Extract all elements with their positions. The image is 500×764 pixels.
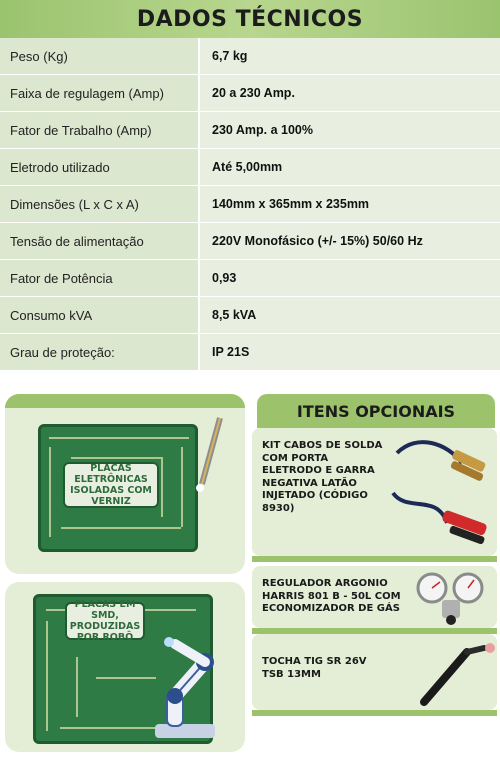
spec-label: Tensão de alimentação (0, 223, 200, 259)
spec-value: 0,93 (200, 260, 500, 296)
optional-item-regulator (252, 566, 497, 628)
optional-item-cables (252, 428, 497, 556)
spec-row (0, 75, 500, 112)
card-strip (5, 394, 245, 408)
optional-title: ITENS OPCIONAIS (296, 401, 456, 421)
spec-label: Peso (Kg) (0, 38, 200, 74)
welding-cables-icon (387, 433, 495, 553)
spec-table (0, 38, 500, 371)
spec-label: Faixa de regulagem (Amp) (0, 75, 200, 111)
feature-label: PLACAS EM SMD, PRODUZIDAS POR ROBÔ (65, 602, 145, 640)
spec-value: 20 a 230 Amp. (200, 75, 500, 111)
spec-row (0, 260, 500, 297)
spec-label: Fator de Trabalho (Amp) (0, 112, 200, 148)
robot-arm-icon (145, 632, 235, 742)
optional-title-bar (257, 394, 495, 428)
spec-label: Dimensões (L x C x A) (0, 186, 200, 222)
spec-value: 230 Amp. a 100% (200, 112, 500, 148)
optional-item-torch (252, 634, 497, 710)
spec-value: 6,7 kg (200, 38, 500, 74)
tig-torch-icon (412, 634, 497, 709)
spec-value: 8,5 kVA (200, 297, 500, 333)
spec-row (0, 149, 500, 186)
spec-row (0, 334, 500, 371)
spec-value: Até 5,00mm (200, 149, 500, 185)
gas-regulator-icon (412, 568, 494, 626)
title-bar (0, 0, 500, 38)
optional-item-text: REGULADOR ARGONIO HARRIS 801 B - 50L COM ECONOMIZADOR DE GÁS (262, 578, 401, 614)
spec-label: Eletrodo utilizado (0, 149, 200, 185)
spec-value: IP 21S (200, 334, 500, 370)
page-title: DADOS TÉCNICOS (136, 6, 364, 32)
feature-card-smd (5, 582, 245, 752)
divider (252, 556, 497, 562)
divider (252, 710, 497, 716)
spec-row (0, 38, 500, 75)
spec-value: 220V Monofásico (+/- 15%) 50/60 Hz (200, 223, 500, 259)
spec-label: Consumo kVA (0, 297, 200, 333)
spec-row (0, 186, 500, 223)
spec-row (0, 223, 500, 260)
features-panel (5, 394, 245, 764)
spec-row (0, 297, 500, 334)
feature-card-varnish (5, 394, 245, 574)
feature-label: PLACAS ELETRÔNICAS ISOLADAS COM VERNIZ (63, 462, 159, 508)
spec-label: Fator de Potência (0, 260, 200, 296)
spec-label: Grau de proteção: (0, 334, 200, 370)
optional-item-text: TOCHA TIG SR 26V TSB 13MM (262, 656, 367, 680)
spec-value: 140mm x 365mm x 235mm (200, 186, 500, 222)
probe-icon (190, 414, 230, 494)
spec-row (0, 112, 500, 149)
optional-item-text: KIT CABOS DE SOLDA COM PORTA ELETRODO E GARRA NEGATIVA LATÃO INJETADO (CÓDIGO 8930) (262, 440, 383, 514)
